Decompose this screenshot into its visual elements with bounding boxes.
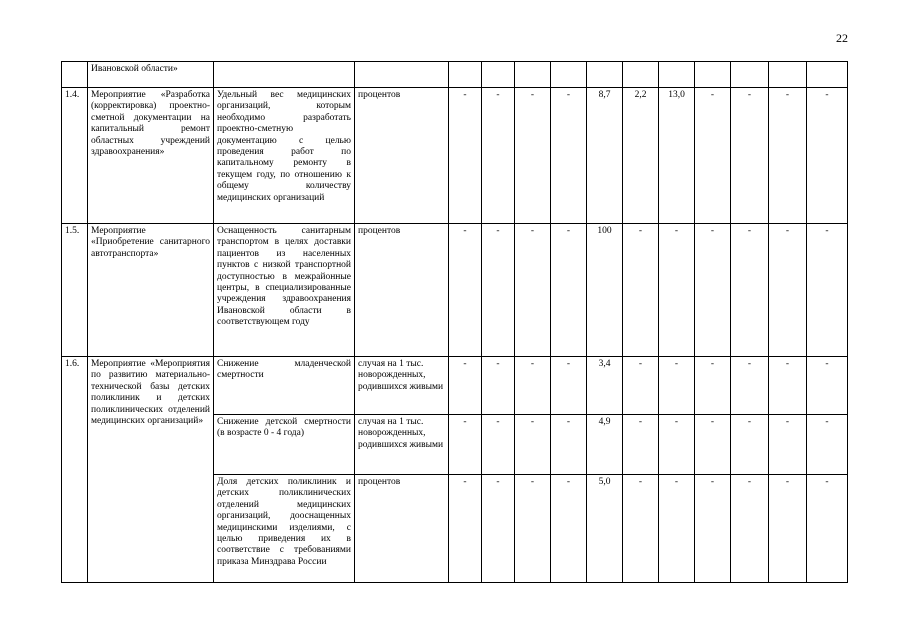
table-row-continuation [62, 62, 848, 88]
cell-value: - [482, 224, 515, 357]
cell-indicator: Оснащенность санитарным транспортом в целях доставки пациентов из населенных пунктов с низкой транспортной доступностью в межрайонные центры, в специализированные учреждения здравоохранения Ивановской области в соответствующем году [214, 224, 355, 357]
cell-event-name: Мероприятие «Разработка (корректировка) проектно-сметной документации на капитальный ремонт областных учреждений здравоохранения» [88, 88, 214, 224]
cell-value [807, 62, 848, 88]
cell-value: - [731, 415, 769, 475]
cell-value: - [769, 357, 807, 415]
cell-value: - [731, 357, 769, 415]
cell-value: - [807, 224, 848, 357]
cell-num [62, 62, 88, 88]
cell-event-name: Ивановской области» [88, 62, 214, 88]
cell-value: - [449, 88, 482, 224]
cell-value: - [807, 475, 848, 583]
cell-value: - [659, 475, 695, 583]
cell-value [769, 62, 807, 88]
cell-value: - [769, 475, 807, 583]
cell-value: - [659, 415, 695, 475]
cell-value: - [659, 357, 695, 415]
cell-value: - [449, 224, 482, 357]
cell-num: 1.4. [62, 88, 88, 224]
cell-value: - [695, 224, 731, 357]
cell-value: - [731, 475, 769, 583]
cell-value: - [695, 357, 731, 415]
cell-value: - [449, 357, 482, 415]
cell-value: - [623, 357, 659, 415]
cell-value: - [807, 88, 848, 224]
cell-value: - [482, 357, 515, 415]
cell-unit: случая на 1 тыс. новорожденных, родившихся живыми [355, 357, 449, 415]
cell-value: - [769, 224, 807, 357]
cell-value [482, 62, 515, 88]
indicators-table [61, 61, 848, 583]
cell-value: - [623, 475, 659, 583]
cell-value: 3,4 [587, 357, 623, 415]
cell-value: - [449, 415, 482, 475]
cell-value: - [551, 224, 587, 357]
cell-unit [355, 62, 449, 88]
cell-value: 2,2 [623, 88, 659, 224]
cell-value: - [449, 475, 482, 583]
cell-value: - [515, 224, 551, 357]
cell-value: 13,0 [659, 88, 695, 224]
cell-event-name: Мероприятие «Приобретение санитарного автотранспорта» [88, 224, 214, 357]
cell-num: 1.5. [62, 224, 88, 357]
cell-value: - [695, 475, 731, 583]
cell-value: - [623, 415, 659, 475]
cell-indicator: Снижение детской смертности (в возрасте 0 - 4 года) [214, 415, 355, 475]
cell-value: - [551, 415, 587, 475]
cell-value: 5,0 [587, 475, 623, 583]
cell-value: - [482, 88, 515, 224]
cell-value: - [551, 357, 587, 415]
cell-value [623, 62, 659, 88]
table-row [62, 357, 848, 415]
cell-value [551, 62, 587, 88]
cell-unit: процентов [355, 88, 449, 224]
cell-indicator: Снижение младенческой смертности [214, 357, 355, 415]
cell-value [587, 62, 623, 88]
cell-value: - [695, 415, 731, 475]
cell-value: - [769, 415, 807, 475]
cell-unit: процентов [355, 475, 449, 583]
cell-value: - [807, 415, 848, 475]
cell-value: - [551, 475, 587, 583]
cell-value: 4,9 [587, 415, 623, 475]
cell-value: - [515, 415, 551, 475]
cell-value: - [659, 224, 695, 357]
cell-indicator: Доля детских поликлиник и детских поликлинических отделений медицинских организаций, дооснащенных медицинскими изделиями, с целью приведения их в соответствие с требованиями приказа Минздрава России [214, 475, 355, 583]
cell-unit: процентов [355, 224, 449, 357]
cell-num: 1.6. [62, 357, 88, 583]
cell-value [731, 62, 769, 88]
cell-value: - [623, 224, 659, 357]
cell-event-name: Мероприятие «Мероприятия по развитию материально-технической базы детских поликлиник и детских поликлинических отделений медицинских организаций» [88, 357, 214, 583]
cell-value: - [807, 357, 848, 415]
cell-value: - [515, 475, 551, 583]
cell-value: - [482, 475, 515, 583]
cell-value [449, 62, 482, 88]
cell-value: - [731, 224, 769, 357]
cell-indicator: Удельный вес медицинских организаций, которым необходимо разработать проектно-сметную документацию с целью проведения работ по капитальному ремонту в текущем году, по отношению к общему количеству медицинских организаций [214, 88, 355, 224]
cell-value: - [769, 88, 807, 224]
cell-value: - [482, 415, 515, 475]
cell-value: - [731, 88, 769, 224]
cell-value: - [695, 88, 731, 224]
table-row [62, 88, 848, 224]
cell-value [659, 62, 695, 88]
cell-value: - [515, 88, 551, 224]
cell-value: - [551, 88, 587, 224]
cell-value: 8,7 [587, 88, 623, 224]
page-number: 22 [836, 31, 848, 45]
table-row [62, 224, 848, 357]
cell-value: 100 [587, 224, 623, 357]
cell-indicator [214, 62, 355, 88]
cell-unit: случая на 1 тыс. новорожденных, родившихся живыми [355, 415, 449, 475]
cell-value: - [515, 357, 551, 415]
cell-value [515, 62, 551, 88]
cell-value [695, 62, 731, 88]
